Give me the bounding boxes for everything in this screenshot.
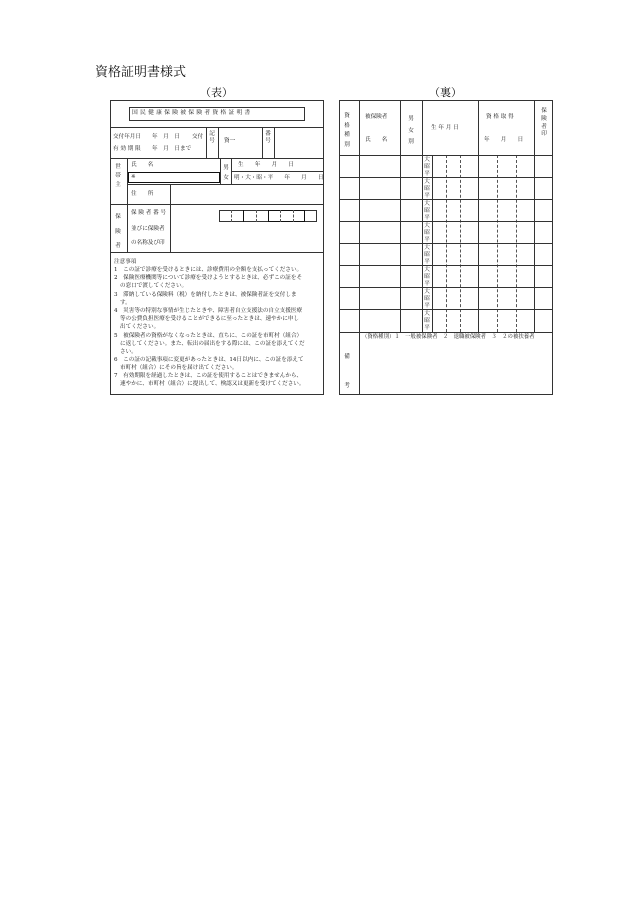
rule <box>478 100 479 332</box>
era-marker: 大昭平 <box>424 311 430 331</box>
row-rule <box>339 221 553 222</box>
note-line: 5 被保険者の資格がなくなったときは、直ちに、この証を市町村（組合） <box>114 333 303 339</box>
row-rule <box>339 265 553 266</box>
digit-divider <box>231 210 232 222</box>
row-rule <box>339 199 553 200</box>
col-kind-header: 資格種別 <box>344 113 350 148</box>
era-marker: 大昭平 <box>424 201 430 221</box>
rule <box>110 204 324 205</box>
rule <box>110 127 324 128</box>
note-line: す。 <box>120 300 131 306</box>
issue-date-value: 年 月 日 <box>152 134 180 140</box>
row-rule <box>339 177 553 178</box>
era-marker: 大昭平 <box>424 245 430 265</box>
note-line: に返してください。また、転出の届出をする際には、この証を添えてくだ <box>120 341 305 347</box>
kigo-value: 資一 <box>224 138 236 144</box>
rule <box>359 100 360 332</box>
notes-title: 注意事項 <box>114 259 137 265</box>
row-rule <box>339 332 553 333</box>
address-label: 住 所 <box>131 191 154 197</box>
front-card-border <box>110 100 324 395</box>
era-marker: 大昭平 <box>424 223 430 243</box>
note-line: 3 滞納している保険料（税）を納付したときは、被保険者証を交付しま <box>114 292 297 298</box>
rule <box>206 127 207 158</box>
era-marker: 大昭平 <box>424 267 430 287</box>
col-name-header-2: 氏 名 <box>365 137 388 143</box>
note-line: さい。 <box>120 349 137 355</box>
rule <box>274 127 275 158</box>
rule <box>400 100 401 332</box>
insurer-name-label-2: の名称及び印 <box>131 240 165 246</box>
note-line: 7 有効期限を経過したときは、この証を使用することはできませんから、 <box>114 373 303 379</box>
rule <box>127 204 128 252</box>
note-line: 6 この証の記載事項に変更があったときは、14日以内に、この証を添えて <box>114 357 304 363</box>
note-line: 4 災害等の特別な事情が生じたときや、障害者自立支援法の自立支援医療 <box>114 308 303 314</box>
name-field <box>128 172 220 183</box>
rule <box>127 184 324 185</box>
rule <box>220 158 221 184</box>
digit-divider <box>280 210 281 222</box>
col-sex-header: 男女別 <box>408 116 414 146</box>
rule <box>170 204 171 252</box>
row-rule <box>339 287 553 288</box>
sex-label: 男女 <box>223 165 229 182</box>
insurer-no-label: 保 険 者 番 号 <box>131 210 167 216</box>
era-marker: 大昭平 <box>424 179 430 199</box>
rule <box>218 127 219 158</box>
digit-divider <box>243 210 244 222</box>
rule <box>359 332 360 395</box>
insurer-name-label-1: 並びに保険者 <box>131 226 165 232</box>
insurer-check-box <box>268 210 305 222</box>
col-name-header-1: 被保険者 <box>365 114 388 120</box>
expiry-label: 有 効 期 限 <box>113 146 141 152</box>
birth-value: 明・大・昭・平 年 月 日 <box>234 175 324 181</box>
note-line: 等の公費負担医療を受けることができるに至ったときは、速やかに申し <box>120 316 300 322</box>
issue-label: 交付 <box>192 134 204 140</box>
expiry-value: 年 月 日まで <box>152 146 192 152</box>
digit-divider <box>293 210 294 222</box>
note-line: 2 保険医療機関等について診療を受けようとするときは、必ずこの証をそ <box>114 275 303 281</box>
row-rule <box>339 243 553 244</box>
rule <box>262 127 263 158</box>
rule <box>170 184 171 204</box>
name-prefix: ※ <box>131 174 136 180</box>
remarks-label: 備 考 <box>344 354 361 390</box>
issue-date-label: 交付年月日 <box>113 134 141 140</box>
era-marker: 大昭平 <box>424 289 430 309</box>
note-line: 1 この証で診療を受けるときには、診療費用の全額を支払ってください。 <box>114 267 303 273</box>
col-acq-header-2: 年 月 日 <box>484 137 524 143</box>
insurer-label: 保険者 <box>115 214 121 250</box>
name-label: 氏 名 <box>131 162 154 168</box>
front-side-label: （表） <box>200 86 233 99</box>
kigo-label: 記号 <box>209 131 215 144</box>
back-side-label: （裏） <box>429 86 462 99</box>
note-line: 市町村（組合）にその旨を届け出てください。 <box>120 365 238 371</box>
row-rule <box>339 309 553 310</box>
col-birth-header: 生 年 月 日 <box>431 125 459 131</box>
card-title: 国 民 健 康 保 険 被 保 険 者 資 格 証 明 書 <box>132 110 251 116</box>
rule <box>110 158 324 159</box>
digit-divider <box>256 210 257 222</box>
note-line: 出てください。 <box>120 324 160 330</box>
note-line: の窓口で渡してください。 <box>120 283 188 289</box>
rule <box>339 155 553 156</box>
rule <box>534 100 535 332</box>
rule <box>110 252 324 253</box>
era-marker: 大昭平 <box>424 157 430 177</box>
page-title: 資格証明書様式 <box>95 65 187 80</box>
rule <box>231 171 324 172</box>
note-line: 速やかに、市町村（組合）に提出して、検認又は更新を受けてください。 <box>120 381 305 387</box>
col-acq-header-1: 資 格 取 得 <box>486 114 514 120</box>
household-label: 世帯主 <box>115 164 121 188</box>
col-stamp-header: 保険者印 <box>541 108 547 138</box>
birth-label: 生 年 月 日 <box>238 162 294 168</box>
bango-label: 番号 <box>265 131 271 144</box>
remarks-text: （資格種別）１ 一般被保険者 ２ 退職被保険者 ３ ２の被扶養者 <box>362 334 535 340</box>
